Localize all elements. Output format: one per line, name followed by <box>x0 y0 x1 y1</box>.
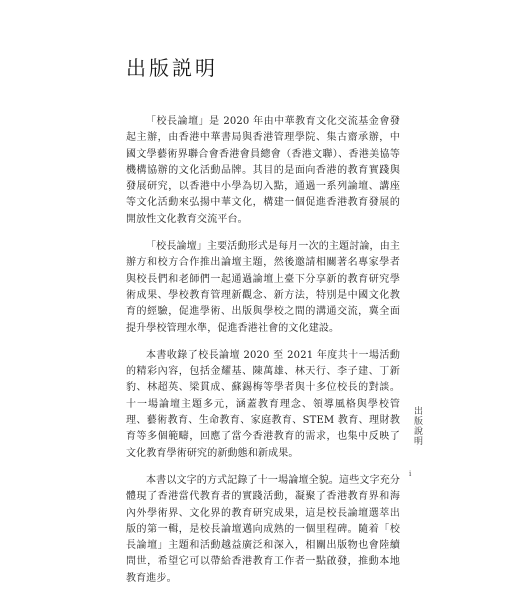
body-text <box>126 114 400 598</box>
running-section-label: 出版說明 <box>412 406 422 446</box>
paragraph-4: 本書以文字的方式記錄了十一場論壇全貌。這些文字充分體現了香港當代教育者的實踐活動，凝聚了香港教育界和海內外學術界、文化界的教育研究成果，這是校長論壇選萃出版的第一輯，是校長論壇邁向成熟的一個里程碑。隨着「校長論壇」主題和活動越益廣泛和深入，相關出版物也會陸續問世，希望它可以帶給香港教育工作者一點啟發，推動本地教育進步。 <box>126 474 400 584</box>
page-number: i <box>409 470 412 478</box>
paragraph-3: 本書收錄了校長論壇 2020 至 2021 年度共十一場活動的精彩內容，包括金耀基、陳萬雄、林天行、李子建、丁新豹、林超英、梁貫成、蘇錫梅等學者與十多位校長的對談。十一場論壇主題多元，涵蓋教育理念、領導風格與學校管理、藝術教育、生命教育、家庭教育、STEM 教育、理財教育等多個範疇，回應了當今香港教育的需求，也集中反映了文化教育學術研究的新動態和新成果。 <box>126 349 400 459</box>
paragraph-2: 「校長論壇」主要活動形式是每月一次的主題討論，由主辦方和校方合作推出論壇主題，然後邀請相關著名專家學者與校長們和老師們一起通過論壇上臺下分享新的教育研究學術成果、學校教育管理新觀念、新方法，特別是中國文化教育的經驗，促進學術、出版與學校之間的溝通交流，冀全面提升學校管理水準，促進香港社會的文化建設。 <box>126 241 400 334</box>
page-title: 出版説明 <box>126 56 218 80</box>
paragraph-1: 「校長論壇」是 2020 年由中華教育文化交流基金會發起主辦，由香港中華書局與香港管理學院、集古齋承辦，中國文學藝術界聯合會香港會員總會（香港文聯）、香港美協等機構協辦的文化活動品牌。其目的是面向香港的教育實踐與發展研究，以香港中小學為切入點，通過一系列論壇、講座等文化活動來弘揚中華文化，構建一個促進香港教育發展的開放性文化教育交流平台。 <box>126 116 400 225</box>
